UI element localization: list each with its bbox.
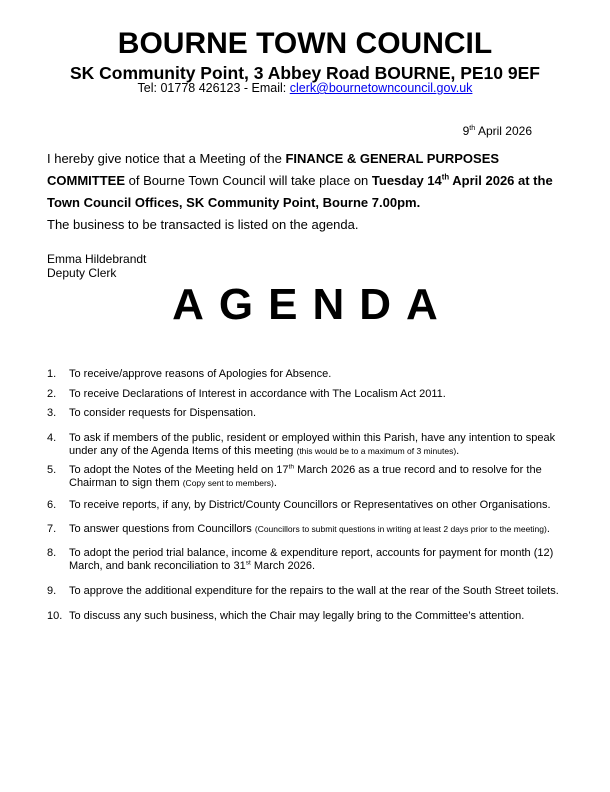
telephone: Tel: 01778 426123 - Email: [137,81,290,95]
item-number: 8. [47,547,57,559]
item-number: 5. [47,464,57,476]
council-title: BOURNE TOWN COUNCIL [117,27,493,60]
item-number: 4. [47,432,57,444]
signature [47,252,146,280]
contact-line [0,81,610,95]
item-text: To adopt the period trial balance, income & expenditure report, accounts for payment for month (12) March, and bank reconciliation to 31st March 2026. [69,547,554,572]
date-rest: April 2026 [475,124,532,138]
notice-date [463,124,532,138]
item-text: To receive reports, if any, by District/County Councillors or Representatives on other Organisations. [69,499,551,511]
item-text: To consider requests for Dispensation. [69,407,257,419]
business-text: The business to be transacted is listed on the agenda. [47,217,359,232]
item-text: To adopt the Notes of the Meeting held on 17th March 2026 as a true record and to resolve for the Chairman to sign them (Copy sent to members). [69,463,542,489]
item-number: 10. [47,610,63,622]
item-text: To receive Declarations of Interest in accordance with The Localism Act 2011. [69,388,446,400]
signatory-role: Deputy Clerk [47,266,117,280]
council-address: SK Community Point, 3 Abbey Road BOURNE, PE10 9EF [70,63,540,83]
date-day: 9 [462,124,470,138]
signatory-name: Emma Hildebrandt [47,252,147,266]
item-note: (Copy sent to members) [182,478,274,488]
item-text: To discuss any such business, which the Chair may legally bring to the Committee’s attention. [69,610,525,622]
item-text: To ask if members of the public, resident or employed within this Parish, have any intention to speak under any of the Agenda Items of this meeting (this would be to a maximum of 3 minutes). [69,432,556,457]
item-number: 2. [47,388,57,400]
item-text: To approve the additional expenditure for the repairs to the wall at the rear of the South Street toilets. [69,585,559,597]
notice-text: of Bourne Town Council will take place on [125,173,372,188]
notice-text: I hereby give notice that a Meeting of the [47,151,286,166]
item-text: To answer questions from Councillors (Councillors to submit questions in writing at least 2 days prior to the meeting). [69,523,550,535]
email-link[interactable]: clerk@bournetowncouncil.gov.uk [289,81,473,95]
date-suffix: th [469,123,476,132]
item-number: 1. [47,368,57,380]
item-note: (Councillors to submit questions in writing at least 2 days prior to the meeting) [254,524,547,534]
meeting-time: Tuesday 14th April 2026 at the Town Council Offices, SK Community Point, Bourne 7.00pm. [47,172,553,210]
item-number: 9. [47,585,57,597]
item-number: 3. [47,407,57,419]
agenda-heading: AGENDA [172,280,453,329]
item-note: (this would be to a maximum of 3 minutes) [296,446,457,456]
item-text: To receive/approve reasons of Apologies for Absence. [69,368,332,380]
committee-name: FINANCE & GENERAL PURPOSES COMMITTEE [47,151,500,188]
notice-paragraph [47,148,567,236]
item-number: 6. [47,499,57,511]
item-number: 7. [47,523,57,535]
